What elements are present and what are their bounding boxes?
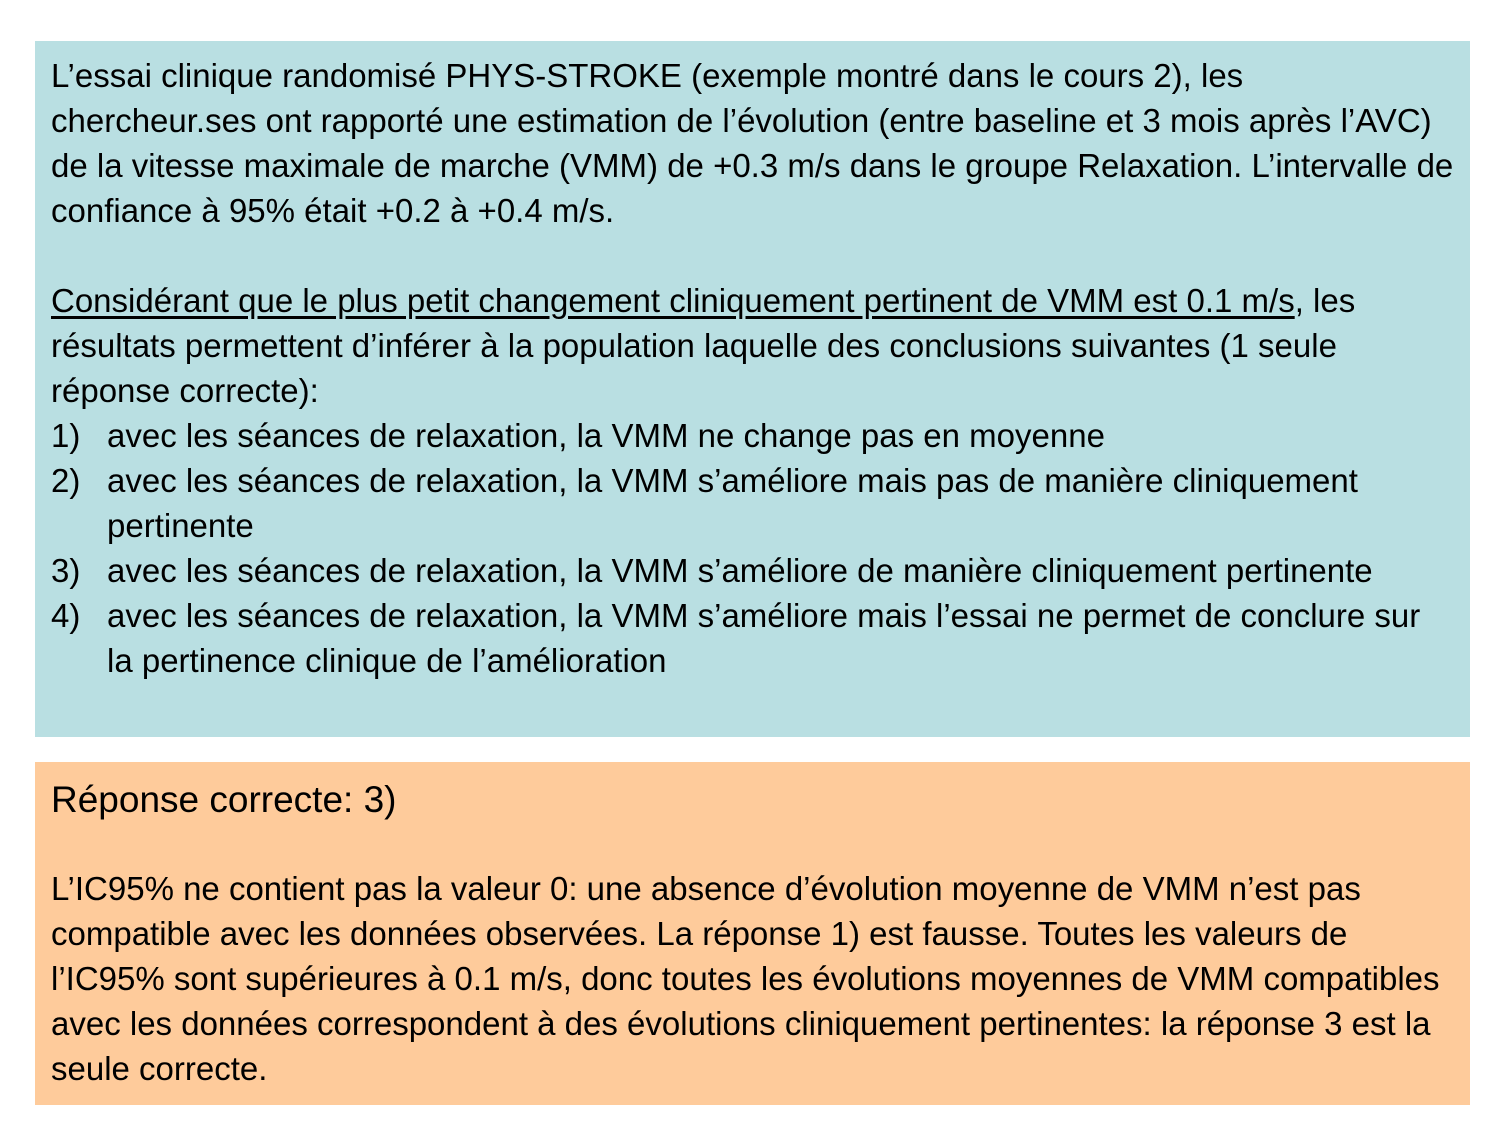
premise-rest: , les résultats permettent d’inférer à la population laquelle des conclusions suivantes (1 seule réponse correcte): <box>51 282 1356 409</box>
option-2 <box>51 458 1454 548</box>
option-text: avec les séances de relaxation, la VMM ne change pas en moyenne <box>107 417 1105 454</box>
option-number: 2) <box>51 462 81 499</box>
answer-title: Réponse correcte: 3) <box>51 779 397 820</box>
spacer <box>51 233 1454 278</box>
option-1 <box>51 413 1454 458</box>
question-premise <box>51 278 1454 413</box>
question-intro: L’essai clinique randomisé PHYS-STROKE (exemple montré dans le cours 2), les chercheur.ses ont rapporté une estimation de l’évolution (entre baseline et 3 mois après l’AVC) de la vitesse maximale de marche (VMM) de +0.3 m/s dans le groupe Relaxation. L’intervalle de confiance à 95% était +0.2 à +0.4 m/s. <box>51 57 1454 229</box>
option-text: avec les séances de relaxation, la VMM s’améliore mais l’essai ne permet de conclure sur la pertinence clinique de l’amélioration <box>107 597 1421 679</box>
option-4 <box>51 593 1454 683</box>
option-number: 1) <box>51 417 81 454</box>
options-list <box>51 413 1454 683</box>
option-text: avec les séances de relaxation, la VMM s’améliore mais pas de manière cliniquement pertinente <box>107 462 1358 544</box>
answer-explanation: L’IC95% ne contient pas la valeur 0: une absence d’évolution moyenne de VMM n’est pas compatible avec les données observées. La réponse 1) est fausse. Toutes les valeurs de l’IC95% sont supérieures à 0.1 m/s, donc toutes les évolutions moyennes de VMM compatibles avec les données correspondent à des évolutions cliniquement pertinentes: la réponse 3 est la seule correcte. <box>51 870 1440 1087</box>
spacer <box>51 824 1454 866</box>
question-box <box>35 41 1470 737</box>
premise-underlined: Considérant que le plus petit changement cliniquement pertinent de VMM est 0.1 m/s <box>51 282 1295 319</box>
option-3 <box>51 548 1454 593</box>
answer-box <box>35 762 1470 1105</box>
option-number: 3) <box>51 552 81 589</box>
option-text: avec les séances de relaxation, la VMM s’améliore de manière cliniquement pertinente <box>107 552 1373 589</box>
option-number: 4) <box>51 597 81 634</box>
